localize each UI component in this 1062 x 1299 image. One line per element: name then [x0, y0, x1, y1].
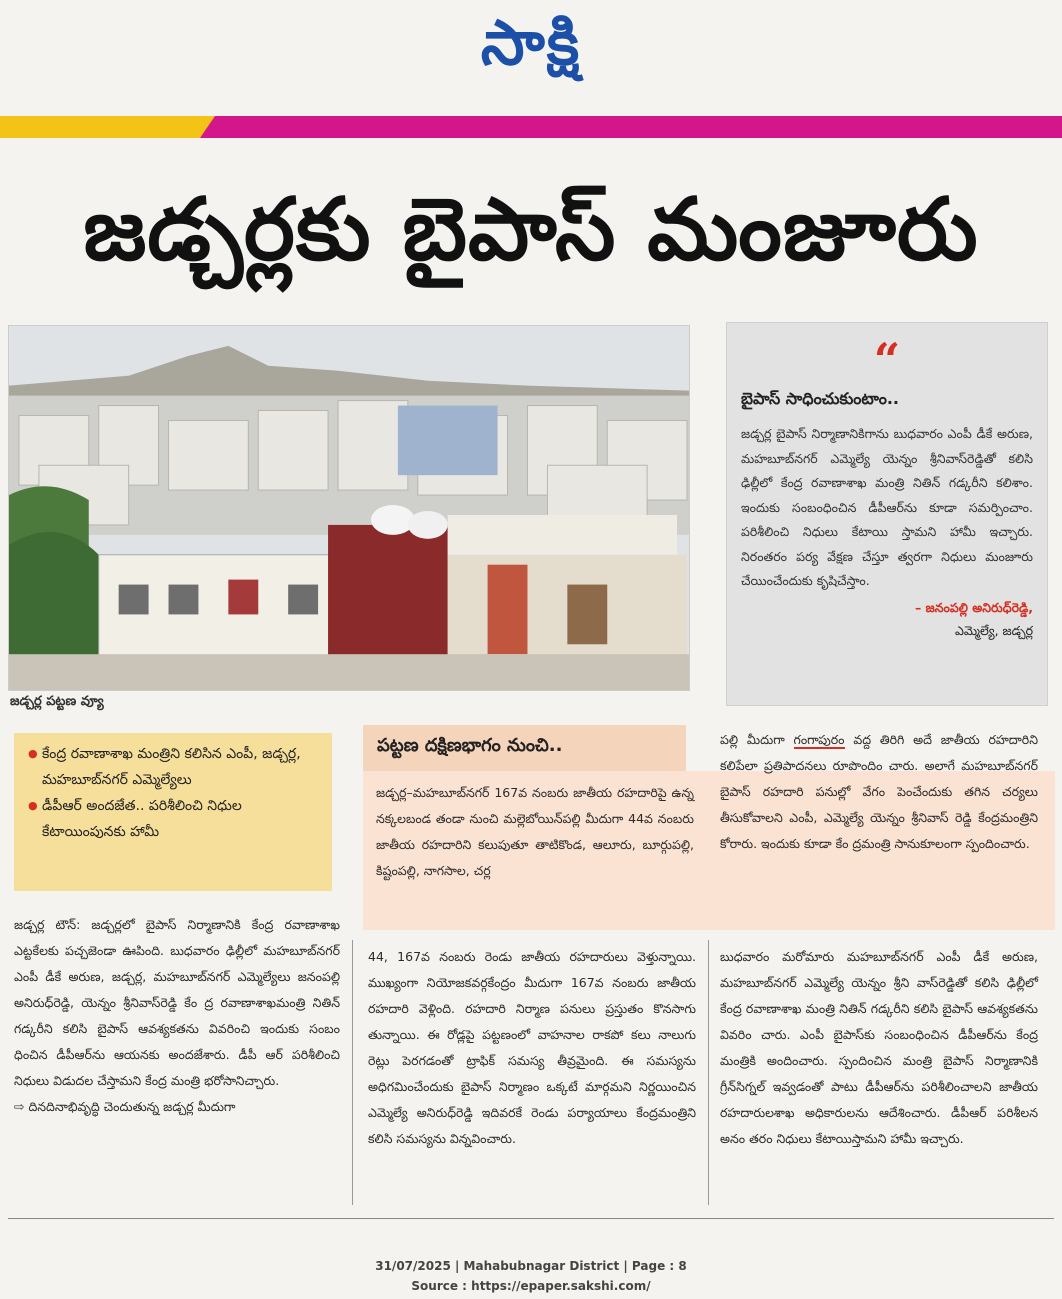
quote-mark-icon: “	[873, 333, 901, 387]
subheading: పట్టణ దక్షిణభాగం నుంచి..	[363, 725, 686, 771]
article-column-right: బుధవారం మరోమారు మహబూబ్‌నగర్ ఎంపీ డీకే అరుణ, మహబూబ్‌నగర్ ఎమ్మెల్యే యెన్నం శ్రీని వాస్‌రెడ్డితో కలిసి ఢిల్లీలో కేంద్ర రవాణాశాఖ మంత్రి నితిన్ గడ్కరీని కలిసి బైపాస్ ఆవశ్యకతను వివరిం చారు. ఎంపీ బైపాస్‌కు సంబంధించిన డీపీఆర్‌ను కేంద్ర మంత్రికి అందించారు. స్పందించిన మంత్రి బైపాస్ నిర్మాణానికి గ్రీన్‌సిగ్నల్ ఇవ్వడంతో పాటు డీపీఆర్‌ను పరిశీలించాలని జాతీయ రహదారులశాఖ అధికారులను ఆదేశించారు. డీపీఆర్ పరిశీలన అనం తరం నిధులు కేటాయిస్తామని హామీ ఇచ్చారు.	[720, 949, 1038, 1146]
page-footer	[0, 1256, 1062, 1296]
highlight-item: ● డీపీఆర్ అందజేత.. పరిశీలించి నిధుల కేటాయింపునకు హామీ	[28, 793, 318, 845]
column-divider	[352, 940, 353, 1205]
quote-body: జడ్చర్ల బైపాస్ నిర్మాణానికిగాను బుధవారం ఎంపీ డీకే అరుణ, మహబూబ్‌నగర్ ఎమ్మెల్యే యెన్నం శ్రీనివాస్‌రెడ్డితో కలిసి ఢిల్లీలో కేంద్ర రవాణాశాఖ మంత్రి నితిన్ గడ్కరీని కలిశాం. ఇందుకు సంబంధించిన డీపీఆర్‌ను కూడా సమర్పించాం. పరిశీలించి నిధులు కేటాయి స్తామని హామీ ఇచ్చారు. నిరంతరం పర్య వేక్షణ చేస్తూ త్వరగా నిధులు మంజూరు చేయించేందుకు కృషిచేస్తాం.	[741, 426, 1033, 588]
quote-heading: బైపాస్ సాధించుకుంటాం..	[741, 389, 899, 408]
masthead-band-yellow	[0, 116, 215, 138]
newspaper-logo: సాక్షి	[480, 6, 582, 79]
masthead	[0, 0, 1062, 112]
quote-role: ఎమ్మెల్యే, జడ్చర్ల	[954, 622, 1033, 638]
text-run: వద్ద తిరిగి అదే జాతీయ రహదారిని కలిపేలా ప్రతిపాదనలు రూపొందిం చారు. అలాగే మహబూబ్‌నగర్ బైపాస్ రహదారి పనుల్లో వేగం పెంచేందుకు తగిన చర్యలు తీసుకోవాలని ఎంపీ, ఎమ్మెల్యే యెన్నం శ్రీనివాస్ రెడ్డి కేంద్రమంత్రిని కోరారు. ఇందుకు కూడా కేం ద్రమంత్రి సానుకూలంగా స్పందించారు.	[720, 732, 1038, 851]
town-photo	[8, 325, 690, 691]
article-lead-paragraph: జడ్చర్ల టౌన్: జడ్చర్లలో బైపాస్ నిర్మాణానికి కేంద్ర రవాణాశాఖ ఎట్టకేలకు పచ్చజెండా ఊపింది. బుధవారం ఢిల్లీలో మహబూబ్‌నగర్ ఎంపీ డీకే అరుణ, జడ్చర్ల, మహబూబ్‌నగర్ ఎమ్మెల్యేలు జనంపల్లి అనిరుధ్‌రెడ్డి, యెన్నం శ్రీనివాస్‌రెడ్డి కేం ద్ర రవాణాశాఖమంత్రి నితిన్ గడ్కరీని కలిసి బైపాస్ ఆవశ్యకతను వివరించి ఇందుకు సంబం ధించిన డీపీఆర్‌ను ఆయనకు అందజేశారు. డీపీ ఆర్ పరిశీలించి నిధులు విడుదల చేస్తామని కేంద్ర మంత్రి భరోసానిచ్చారు.	[14, 917, 340, 1088]
masthead-band-magenta	[200, 116, 1062, 138]
article-column-right-top	[720, 727, 1038, 857]
bottom-rule	[8, 1218, 1054, 1219]
article-continuation: ⇨ దినదినాభివృద్ధి చెందుతున్న జడ్చర్ల మీదుగా	[14, 1099, 236, 1114]
column-divider	[708, 940, 709, 1205]
highlighted-place-name: గంగాపురం	[793, 732, 845, 747]
photo-caption: జడ్చర్ల పట్టణ వ్యూ	[10, 694, 104, 709]
article-column-mid-top: జడ్చర్ల–మహబూబ్‌నగర్ 167వ నంబరు జాతీయ రహదారిపై ఉన్న నక్కలబండ తండా నుంచి మల్లెబోయిన్‌పల్లి మీదుగా 44వ నంబరు జాతీయ రహదారిని కలుపుతూ తాటికొండ, ఆలూరు, బూర్గుపల్లి, కిష్టంపల్లి, నాగసాల, చర్ల	[376, 785, 694, 878]
article-column-mid: 44, 167వ నంబరు రెండు జాతీయ రహదారులు వెళ్తున్నాయి. ముఖ్యంగా నియోజకవర్గకేంద్రం మీదుగా 167వ నంబరు జాతీయ రహదారి వెళ్లింది. రహదారి నిర్మాణ పనులు ప్రస్తుతం కొనసాగు తున్నాయి. ఈ రోడ్లపై పట్టణంలో వాహనాల రాకపో కలు నాలుగు రెట్లు పెరగడంతో ట్రాఫిక్ సమస్య తీవ్రమైంది. ఈ సమస్యను అధిగమించేందుకు బైపాస్ నిర్మాణం ఒక్కటే మార్గమని నిర్ణయించిన ఎమ్మెల్యే అనిరుధ్‌రెడ్డి ఇదివరకే రెండు పర్యాయాలు కేంద్రమంత్రిని కలిసి సమస్యను విన్నవించారు.	[368, 949, 696, 1146]
text-run: పల్లి మీదుగా	[720, 732, 794, 747]
article-column-left	[14, 912, 340, 1120]
footer-date-line: 31/07/2025 | Mahabubnagar District | Page : 8	[375, 1259, 687, 1273]
highlights-box	[14, 733, 332, 891]
quote-box	[726, 322, 1048, 706]
footer-source-line: Source : https://epaper.sakshi.com/	[411, 1279, 651, 1293]
quote-signature: – జనంపల్లి అనిరుధ్‌రెడ్డి,	[914, 599, 1033, 615]
highlight-item: ● కేంద్ర రవాణాశాఖ మంత్రిని కలిసిన ఎంపీ, జడ్చర్ల, మహబూబ్‌నగర్ ఎమ్మెల్యేలు	[28, 741, 318, 793]
headline: జడ్చర్లకు బైపాస్ మంజూరు	[83, 180, 979, 280]
